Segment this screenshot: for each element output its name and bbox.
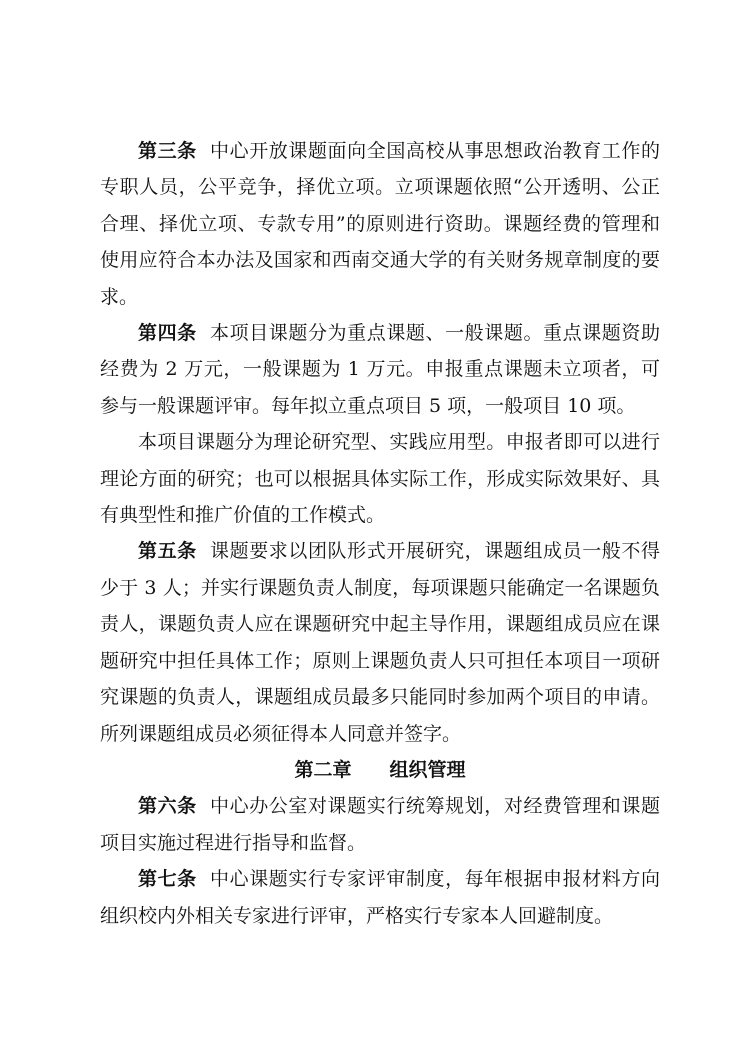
article-7 [100, 861, 660, 934]
article-5 [100, 533, 660, 751]
article-7-text: 中心课题实行专家评审制度，每年根据申报材料方向组织校内外相关专家进行评审，严格实行专家本人回避制度。 [100, 868, 660, 927]
chapter-2-number: 第二章 [294, 758, 352, 781]
article-4-text: 本项目课题分为重点课题、一般课题。重点课题资助经费为 2 万元，一般课题为 1 万元。申报重点课题未立项者，可参与一般课题评审。每年拟立重点项目 5 项，一般项目 10 项。 [100, 322, 660, 417]
article-7-label: 第七条 [138, 868, 197, 891]
chapter-2-title: 组织管理 [389, 758, 466, 781]
article-3-text: 中心开放课题面向全国高校从事思想政治教育工作的专职人员，公平竞争，择优立项。立项课题依照“公开透明、公正合理、择优立项、专款专用”的原则进行资助。课题经费的管理和使用应符合本办法及国家和西南交通大学的有关财务规章制度的要求。 [100, 140, 660, 308]
article-6-text: 中心办公室对课题实行统筹规划，对经费管理和课题项目实施过程进行指导和监督。 [100, 795, 660, 854]
article-5-label: 第五条 [138, 540, 197, 563]
article-4 [100, 315, 660, 424]
article-3-label: 第三条 [138, 140, 197, 162]
chapter-2-heading [100, 752, 660, 788]
article-3 [100, 133, 660, 315]
article-6 [100, 788, 660, 861]
document-body [100, 133, 660, 934]
article-4-label: 第四条 [138, 322, 197, 345]
article-6-label: 第六条 [138, 795, 197, 818]
article-5-text: 课题要求以团队形式开展研究，课题组成员一般不得少于 3 人；并实行课题负责人制度，每项课题只能确定一名课题负责人，课题负责人应在课题研究中起主导作用，课题组成员应在课题研究中担任具体工作；原则上课题负责人只可担任本项目一项研究课题的负责人，课题组成员最多只能同时参加两个项目的申请。所列课题组成员必须征得本人同意并签字。 [100, 540, 660, 745]
article-4-extra: 本项目课题分为理论研究型、实践应用型。申报者即可以进行理论方面的研究；也可以根据具体实际工作，形成实际效果好、具有典型性和推广价值的工作模式。 [100, 431, 660, 527]
